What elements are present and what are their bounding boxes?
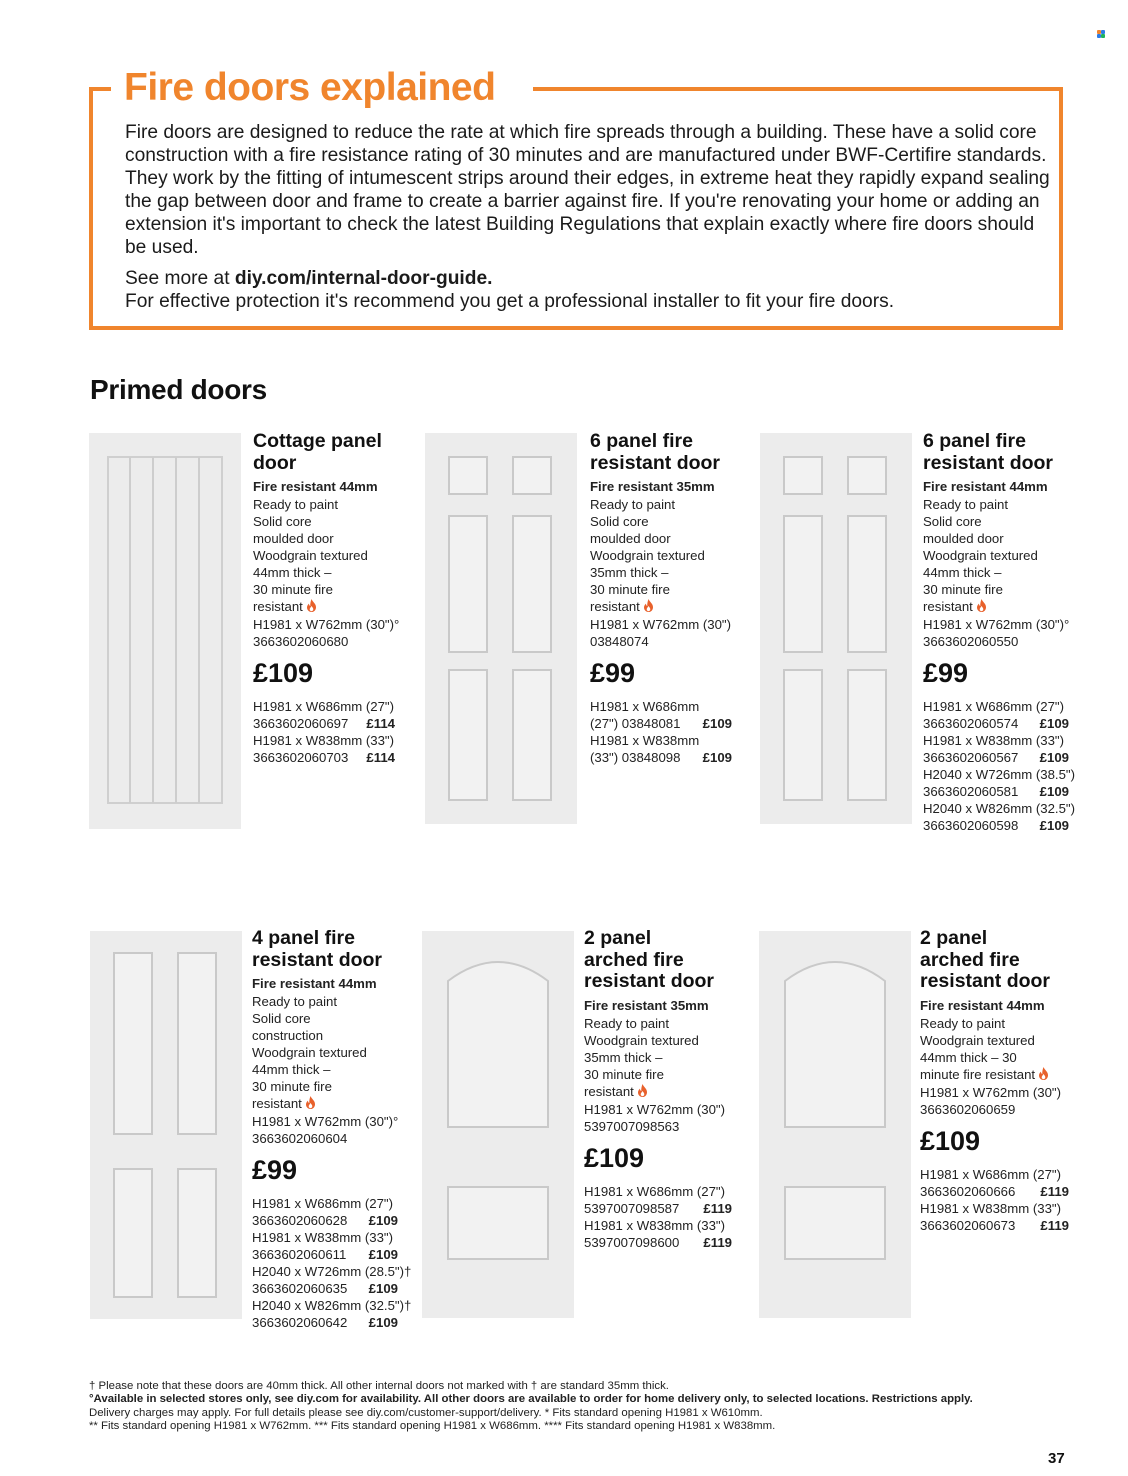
size-variant	[252, 1195, 398, 1229]
product-feature	[584, 1032, 732, 1049]
cottage-panel-door-image	[89, 433, 241, 829]
footnote-delivery: Delivery charges may apply. For full details please see diy.com/customer-support/delivery. * Fits standard opening H1981 x W610mm.	[89, 1406, 763, 1419]
variant-code: 5397007098600	[584, 1234, 680, 1250]
product-title-line: resistant door	[584, 970, 715, 992]
product-price: £99	[252, 1155, 298, 1185]
feature-text: 30 minute fire	[253, 582, 333, 597]
product-title	[920, 928, 1069, 993]
product-title-line: 4 panel fire	[252, 927, 355, 949]
feature-text: Woodgrain textured	[584, 1032, 699, 1048]
product-feature	[590, 496, 732, 513]
product-feature	[590, 513, 732, 530]
product-title-line: 6 panel fire	[923, 430, 1026, 452]
product-title-line: resistant door	[920, 970, 1051, 992]
feature-text: construction	[252, 1028, 324, 1043]
product-title-line: resistant door	[923, 451, 1054, 474]
variant-size: H2040 x W826mm (32.5")†	[252, 1298, 412, 1313]
variant-code: (33") 03848098	[590, 750, 681, 765]
feature-text: 44mm thick –	[923, 565, 1002, 580]
variant-price: £109	[702, 750, 732, 765]
product-feature	[923, 564, 1069, 581]
size-variant	[252, 1263, 412, 1297]
product-feature	[590, 547, 732, 564]
product-feature	[252, 1061, 398, 1078]
product-feature	[584, 1118, 732, 1135]
variant-code: 3663602060673	[920, 1217, 1016, 1233]
variant-price: £109	[1039, 750, 1069, 765]
fire-rating: Fire resistant 44mm	[253, 479, 378, 494]
variant-price: £109	[368, 1247, 398, 1262]
feature-text: 44mm thick – 30	[920, 1049, 1017, 1065]
product-price: £99	[590, 658, 636, 688]
product-feature	[920, 1049, 1069, 1066]
feature-text: Woodgrain textured	[252, 1045, 367, 1060]
product-feature	[923, 530, 1069, 547]
section-title: Primed doors	[90, 374, 267, 405]
variant-price: £109	[1039, 818, 1069, 833]
feature-text: Woodgrain textured	[253, 548, 368, 563]
product-title	[923, 431, 1069, 474]
size-variant	[920, 1200, 1069, 1234]
product-feature	[252, 1010, 398, 1027]
fire-rating: Fire resistant 44mm	[920, 997, 1045, 1013]
product-feature	[590, 598, 732, 616]
size-variant	[252, 1229, 398, 1263]
footnote-thickness: † Please note that these doors are 40mm thick. All other internal doors not marked with † are standard 35mm thick.	[89, 1380, 669, 1392]
product-feature	[253, 547, 395, 564]
product-six-panel-35mm	[590, 431, 732, 766]
fire-rating: Fire resistant 35mm	[590, 479, 715, 494]
product-feature	[253, 581, 395, 598]
size-variant	[253, 698, 395, 732]
fire-icon	[1038, 1068, 1049, 1082]
product-feature	[923, 598, 1069, 616]
feature-text: Ready to paint	[590, 497, 676, 512]
product-feature	[584, 1101, 732, 1118]
product-feature	[920, 1032, 1069, 1049]
feature-text: 30 minute fire	[923, 582, 1003, 597]
page-number: 37	[1048, 1450, 1065, 1467]
size-variant	[590, 732, 732, 766]
product-feature	[252, 1113, 398, 1130]
product-feature	[252, 993, 398, 1010]
variant-size: H1981 x W686mm	[590, 699, 700, 714]
size-variant	[923, 732, 1069, 766]
six-panel-35mm-door-image	[425, 433, 577, 824]
four-panel-door-image	[90, 931, 242, 1319]
footnote-availability: °Available in selected stores only, see diy.com for availability. All other doors are available to order for home delivery only, to selected locations. Restrictions apply.	[89, 1393, 973, 1406]
variant-price: £119	[703, 1200, 732, 1216]
variant-size: H1981 x W686mm (27")	[253, 699, 394, 714]
fire-rating: Fire resistant 44mm	[923, 479, 1048, 494]
fire-icon	[305, 1097, 316, 1111]
product-title	[253, 431, 395, 474]
product-feature	[920, 1101, 1069, 1118]
size-variant	[253, 732, 395, 766]
fire-icon	[976, 600, 987, 614]
product-feature	[923, 633, 1069, 650]
product-feature	[923, 581, 1069, 598]
product-price: £99	[923, 658, 969, 688]
product-four-panel-44mm	[252, 927, 412, 1331]
variant-price: £114	[366, 716, 395, 731]
product-title-line: 6 panel fire	[590, 430, 693, 452]
product-feature	[252, 1130, 398, 1147]
product-feature	[252, 1044, 398, 1061]
size-variant	[923, 698, 1069, 732]
product-feature	[252, 1078, 398, 1095]
feature-text: 3663602060659	[920, 1101, 1016, 1117]
feature-text: 03848074	[590, 634, 649, 649]
product-title	[584, 928, 732, 993]
feature-text: moulded door	[923, 531, 1004, 546]
variant-price: £119	[703, 1234, 732, 1250]
feature-text: minute fire resistant	[920, 1066, 1036, 1082]
fire-icon	[637, 1085, 648, 1099]
feature-text: 30 minute fire	[590, 582, 670, 597]
see-more-line	[125, 267, 1055, 290]
feature-text: Ready to paint	[920, 1015, 1006, 1031]
product-feature	[253, 564, 395, 581]
size-variant	[584, 1217, 732, 1251]
product-feature	[923, 496, 1069, 513]
fire-icon	[643, 600, 654, 614]
product-title-line: 2 panel	[584, 927, 652, 949]
fire-icon	[306, 600, 317, 614]
feature-text: 30 minute fire	[252, 1079, 332, 1094]
feature-text: 5397007098563	[584, 1118, 680, 1134]
product-feature	[590, 530, 732, 547]
feature-text: resistant	[253, 599, 303, 614]
product-feature	[920, 1066, 1069, 1084]
feature-text: Woodgrain textured	[923, 548, 1038, 563]
feature-text: resistant	[252, 1096, 302, 1111]
feature-text: 30 minute fire	[584, 1066, 664, 1082]
product-title-line: door	[253, 451, 297, 474]
variant-code: 3663602060697	[253, 716, 349, 731]
feature-text: H1981 x W762mm (30")	[920, 1084, 1061, 1100]
product-feature	[590, 633, 732, 650]
variant-code: 3663602060642	[252, 1315, 348, 1330]
product-feature	[923, 513, 1069, 530]
product-title-line: arched fire	[584, 948, 684, 971]
product-price: £109	[253, 658, 314, 688]
product-feature	[253, 598, 395, 616]
variant-code: 3663602060635	[252, 1281, 348, 1296]
product-feature	[253, 496, 395, 513]
fire-rating: Fire resistant 44mm	[252, 976, 377, 991]
variant-size: H1981 x W838mm (33")	[253, 733, 394, 748]
callout-border-right	[533, 87, 1063, 91]
product-feature	[252, 1095, 398, 1113]
feature-text: Solid core	[253, 514, 312, 529]
feature-text: 35mm thick –	[584, 1049, 663, 1065]
variant-size: H1981 x W686mm (27")	[584, 1183, 725, 1199]
product-arched-44mm	[920, 928, 1069, 1234]
variant-code: 3663602060628	[252, 1213, 348, 1228]
variant-price: £109	[702, 716, 732, 731]
feature-text: 35mm thick –	[590, 565, 669, 580]
feature-text: 44mm thick –	[252, 1062, 331, 1077]
product-feature	[584, 1049, 732, 1066]
arched-35mm-door-image	[422, 931, 574, 1318]
feature-text: H1981 x W762mm (30")	[584, 1101, 725, 1117]
product-cottage-panel-44mm	[253, 430, 400, 766]
product-feature	[253, 616, 400, 633]
size-variant	[920, 1166, 1069, 1200]
feature-text: Solid core	[252, 1011, 311, 1026]
feature-text: Woodgrain textured	[920, 1032, 1035, 1048]
variant-price: £109	[368, 1315, 398, 1330]
product-feature	[920, 1015, 1069, 1032]
variant-price: £119	[1040, 1217, 1069, 1233]
variant-size: H2040 x W726mm (28.5")†	[252, 1264, 412, 1279]
product-six-panel-44mm	[923, 430, 1075, 834]
fire-rating: Fire resistant 35mm	[584, 997, 709, 1013]
feature-text: Solid core	[590, 514, 649, 529]
variant-price: £109	[1039, 716, 1069, 731]
size-variant	[590, 698, 732, 732]
feature-text: 3663602060604	[252, 1131, 348, 1146]
footnote-openings: ** Fits standard opening H1981 x W762mm. *** Fits standard opening H1981 x W686mm. **** Fits standard opening H1981 x W838mm.	[89, 1420, 776, 1433]
product-title	[252, 928, 398, 971]
variant-code: (27") 03848081	[590, 716, 681, 731]
callout-body	[125, 121, 1055, 313]
variant-size: H1981 x W686mm (27")	[923, 699, 1064, 714]
variant-code: 3663602060666	[920, 1183, 1016, 1199]
size-variant	[252, 1297, 412, 1331]
installer-note: For effective protection it's recommend you get a professional installer to fit your fire doors.	[125, 290, 895, 312]
feature-text: resistant	[584, 1083, 634, 1099]
feature-text: moulded door	[590, 531, 671, 546]
product-feature	[590, 616, 732, 633]
product-title-line: arched fire	[920, 948, 1020, 971]
product-feature	[253, 513, 395, 530]
feature-text: H1981 x W762mm (30")°	[252, 1114, 399, 1129]
variant-code: 3663602060611	[252, 1247, 347, 1262]
product-title-line: resistant door	[252, 948, 383, 971]
feature-text: Ready to paint	[253, 497, 339, 512]
feature-text: moulded door	[253, 531, 334, 546]
see-more-prefix: See more at	[125, 267, 235, 289]
feature-text: 3663602060550	[923, 634, 1019, 649]
variant-price: £119	[1040, 1183, 1069, 1199]
variant-price: £109	[368, 1213, 398, 1228]
feature-text: resistant	[923, 599, 973, 614]
size-variant	[584, 1183, 732, 1217]
product-feature	[252, 1027, 398, 1044]
feature-text: H1981 x W762mm (30")	[590, 617, 731, 632]
variant-code: 3663602060574	[923, 716, 1019, 731]
product-feature	[923, 547, 1069, 564]
product-feature	[584, 1015, 732, 1032]
product-title-line: resistant door	[590, 451, 721, 474]
callout-paragraph: Fire doors are designed to reduce the rate at which fire spreads through a building. These have a solid core construction with a fire resistance rating of 30 minutes and are manufactured under BWF-Certifire standards. They work by the fitting of intumescent strips around their edges, in extreme heat they rapidly expand sealing the gap between door and frame to create a barrier against fire. If you're renovating your home or adding an extension it's important to check the latest Building Regulations that explain exactly where fire doors should be used.	[125, 122, 1050, 259]
feature-text: H1981 x W762mm (30")°	[253, 617, 400, 632]
feature-text: resistant	[590, 599, 640, 614]
feature-text: 3663602060680	[253, 634, 349, 649]
variant-size: H1981 x W838mm (33")	[923, 733, 1064, 748]
size-variant	[923, 800, 1075, 834]
feature-text: Woodgrain textured	[590, 548, 705, 563]
product-feature	[253, 530, 395, 547]
feature-text: Ready to paint	[923, 497, 1009, 512]
internal-door-guide-link[interactable]: diy.com/internal-door-guide.	[234, 267, 493, 289]
variant-code: 3663602060703	[253, 750, 349, 765]
callout-border-left	[89, 87, 111, 91]
product-feature	[920, 1084, 1069, 1101]
product-price: £109	[584, 1142, 645, 1173]
callout-title: Fire doors explained	[124, 66, 496, 109]
feature-text: 44mm thick –	[253, 565, 332, 580]
product-feature	[590, 581, 732, 598]
variant-code: 3663602060598	[923, 818, 1019, 833]
variant-price: £114	[366, 750, 395, 765]
arched-44mm-door-image	[759, 931, 911, 1318]
product-title-line: 2 panel	[920, 927, 988, 949]
variant-size: H1981 x W686mm (27")	[920, 1166, 1061, 1182]
variant-code: 5397007098587	[584, 1200, 680, 1216]
size-variant	[923, 766, 1075, 800]
product-title	[590, 431, 732, 474]
product-feature	[584, 1066, 732, 1083]
product-feature	[584, 1083, 732, 1101]
variant-size: H1981 x W686mm (27")	[252, 1196, 393, 1211]
variant-size: H1981 x W838mm (33")	[252, 1230, 393, 1245]
feature-text: Solid core	[923, 514, 982, 529]
variant-size: H2040 x W726mm (38.5")	[923, 767, 1075, 782]
footnotes	[89, 1380, 1049, 1434]
variant-size: H1981 x W838mm (33")	[920, 1200, 1061, 1216]
variant-size: H1981 x W838mm	[590, 733, 700, 748]
variant-code: 3663602060567	[923, 750, 1019, 765]
product-feature	[590, 564, 732, 581]
variant-price: £109	[1039, 784, 1069, 799]
product-arched-35mm	[584, 928, 732, 1251]
variant-code: 3663602060581	[923, 784, 1019, 799]
feature-text: Ready to paint	[252, 994, 338, 1009]
product-feature	[253, 633, 395, 650]
six-panel-44mm-door-image	[760, 433, 912, 824]
feature-text: H1981 x W762mm (30")°	[923, 617, 1070, 632]
variant-size: H2040 x W826mm (32.5")	[923, 801, 1075, 816]
variant-size: H1981 x W838mm (33")	[584, 1217, 725, 1233]
product-price: £109	[920, 1125, 981, 1156]
product-feature	[923, 616, 1069, 633]
variant-price: £109	[368, 1281, 398, 1296]
feature-text: Ready to paint	[584, 1015, 670, 1031]
product-title-line: Cottage panel	[253, 430, 382, 452]
brand-mark-icon	[1097, 30, 1105, 38]
